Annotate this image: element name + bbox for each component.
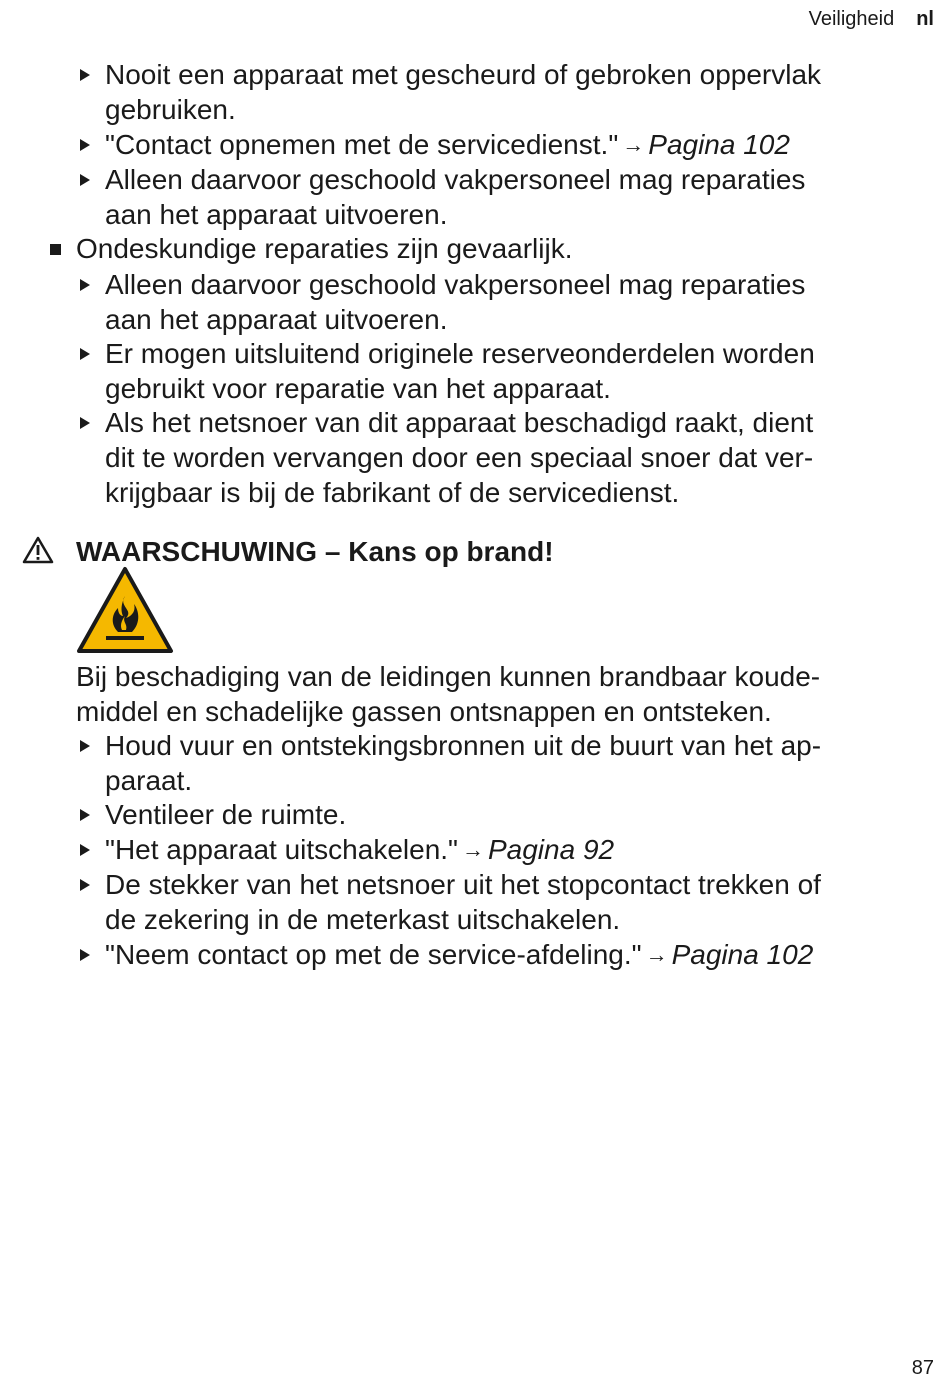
list-item-continuation: gebruikt voor reparatie van het apparaat. [105, 373, 611, 404]
bullet-arrow-icon [80, 279, 90, 291]
warning-title: WAARSCHUWING – Kans op brand! [76, 536, 554, 567]
bullet-arrow-icon [80, 879, 90, 891]
list-item: Als het netsnoer van dit apparaat beschadigd raakt, dient [105, 405, 813, 440]
list-item: Alleen daarvoor geschoold vakpersoneel mag reparaties [105, 162, 805, 197]
list-item: Er mogen uitsluitend originele reserveonderdelen worden [105, 336, 815, 371]
bullet-arrow-icon [80, 348, 90, 360]
list-item: "Neem contact op met de service-afdeling." → Pagina 102 [105, 937, 813, 974]
bullet-square-icon [50, 244, 61, 255]
list-item: Nooit een apparaat met gescheurd of gebroken oppervlak [105, 57, 821, 92]
page-number: 87 [911, 1357, 934, 1379]
list-item: Ventileer de ruimte. [105, 797, 346, 832]
list-item-continuation: paraat. [105, 765, 193, 796]
bullet-arrow-icon [80, 69, 90, 81]
list-item: Alleen daarvoor geschoold vakpersoneel mag reparaties [105, 267, 805, 302]
list-item-continuation: gebruiken. [105, 94, 236, 125]
page-header [809, 8, 934, 31]
bullet-arrow-icon [80, 844, 90, 856]
list-item: De stekker van het netsnoer uit het stopcontact trekken of [105, 867, 821, 902]
list-item: "Het apparaat uitschakelen." → Pagina 92 [105, 832, 614, 869]
warning-paragraph: Bij beschadiging van de leidingen kunnen brandbaar koude- [76, 661, 821, 692]
bullet-arrow-icon [80, 809, 90, 821]
reference-arrow-icon: → [645, 942, 668, 967]
page-reference-link[interactable]: Pagina 92 [487, 834, 615, 865]
list-item-continuation: aan het apparaat uitvoeren. [105, 304, 448, 335]
list-item-square: Ondeskundige reparaties zijn gevaarlijk. [76, 231, 573, 266]
page-reference-link[interactable]: Pagina 102 [648, 129, 790, 160]
section-title: Veiligheid [808, 8, 895, 30]
bullet-arrow-icon [80, 174, 90, 186]
list-item-continuation: dit te worden vervangen door een speciaal snoer dat ver- [105, 442, 814, 473]
bullet-arrow-icon [80, 139, 90, 151]
bullet-arrow-icon [80, 949, 90, 961]
reference-arrow-icon: → [461, 837, 484, 862]
list-item-continuation: aan het apparaat uitvoeren. [105, 199, 448, 230]
bullet-arrow-icon [80, 740, 90, 752]
warning-triangle-icon [22, 536, 54, 564]
language-code: nl [916, 8, 934, 30]
bullet-arrow-icon [80, 417, 90, 429]
warning-paragraph: middel en schadelijke gassen ontsnappen en ontsteken. [76, 696, 772, 727]
list-item: "Contact opnemen met de servicedienst." → Pagina 102 [105, 127, 790, 164]
flammable-fire-icon [76, 566, 174, 654]
list-item: Houd vuur en ontstekingsbronnen uit de buurt van het ap- [105, 728, 821, 763]
list-item-continuation: de zekering in de meterkast uitschakelen. [105, 904, 621, 935]
reference-arrow-icon: → [622, 132, 645, 157]
page-reference-link[interactable]: Pagina 102 [671, 939, 814, 970]
list-item-continuation: krijgbaar is bij de fabrikant of de servicedienst. [105, 477, 680, 508]
